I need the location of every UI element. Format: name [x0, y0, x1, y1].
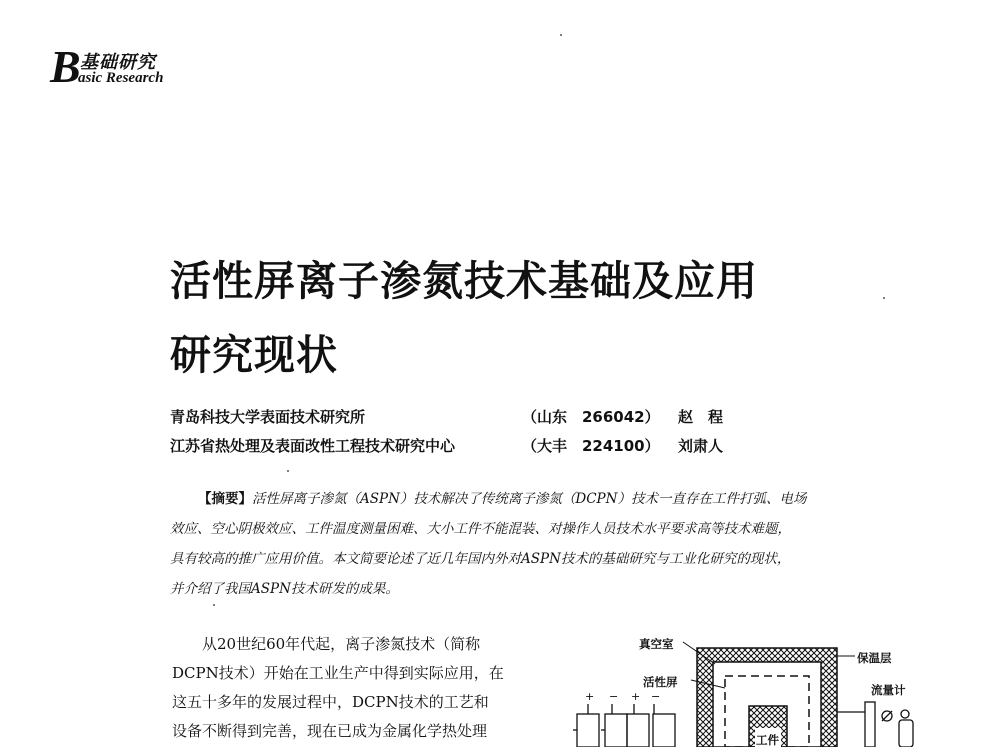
section-name-en: asic Research — [78, 70, 164, 86]
logo-letter: B — [50, 41, 81, 92]
label-vacuum-chamber: 真空室 — [639, 637, 674, 651]
body-line: DCPN技术）开始在工业生产中得到实际应用，在 — [172, 664, 504, 682]
flowmeter-assembly — [837, 702, 913, 747]
svg-text:−: − — [609, 690, 619, 703]
label-insulation: 保温层 — [857, 651, 892, 665]
article-title-line-2: 研究现状 — [170, 331, 338, 379]
author-name: 赵 程 — [678, 408, 724, 426]
affiliation-location: （山东 266042） — [522, 408, 660, 426]
abstract-line: 并介绍了我国ASPN技术研发的成果。 — [170, 581, 399, 597]
affiliation-location: （大丰 224100） — [522, 437, 660, 455]
body-text-column — [172, 630, 542, 746]
scan-speck — [287, 470, 289, 472]
affiliation-org: 青岛科技大学表面技术研究所 — [170, 408, 366, 426]
label-flowmeter: 流量计 — [871, 683, 906, 697]
body-line: 这五十多年的发展过程中，DCPN技术的工艺和 — [172, 693, 489, 711]
furnace-schematic-figure — [565, 632, 935, 747]
abstract — [170, 484, 938, 604]
label-workpiece: 工件 — [756, 733, 779, 747]
scan-speck — [883, 297, 885, 299]
label-active-screen: 活性屏 — [643, 675, 678, 689]
author-name: 刘肃人 — [678, 437, 724, 455]
abstract-line: 效应、空心阴极效应、工件温度测量困难、大小工件不能混装、对操作人员技术水平要求高等技术难题， — [170, 521, 791, 537]
svg-text:+: + — [631, 690, 641, 703]
scan-speck — [213, 604, 215, 606]
body-line: 设备不断得到完善，现在已成为金属化学热处理 — [172, 722, 488, 740]
abstract-text: 活性屏离子渗氮（ASPN）技术解决了传统离子渗氮（DCPN）技术一直存在工件打弧、电场 — [252, 491, 807, 507]
abstract-line — [170, 484, 938, 514]
body-line: 从20世纪60年代起，离子渗氮技术（简称 — [172, 635, 481, 653]
power-supply-units — [573, 690, 675, 747]
svg-text:−: − — [651, 690, 661, 703]
affiliation-org: 江苏省热处理及表面改性工程技术研究中心 — [170, 437, 456, 455]
abstract-line: 具有较高的推广应用价值。本文简要论述了近几年国内外对ASPN技术的基础研究与工业化研究的现状， — [170, 551, 791, 567]
article-title-line-1: 活性屏离子渗氮技术基础及应用 — [170, 257, 758, 305]
section-name-cn: 基础研究 — [80, 52, 156, 73]
svg-text:+: + — [585, 690, 595, 703]
abstract-label: 【摘要】 — [198, 491, 252, 507]
scan-speck — [560, 34, 562, 36]
